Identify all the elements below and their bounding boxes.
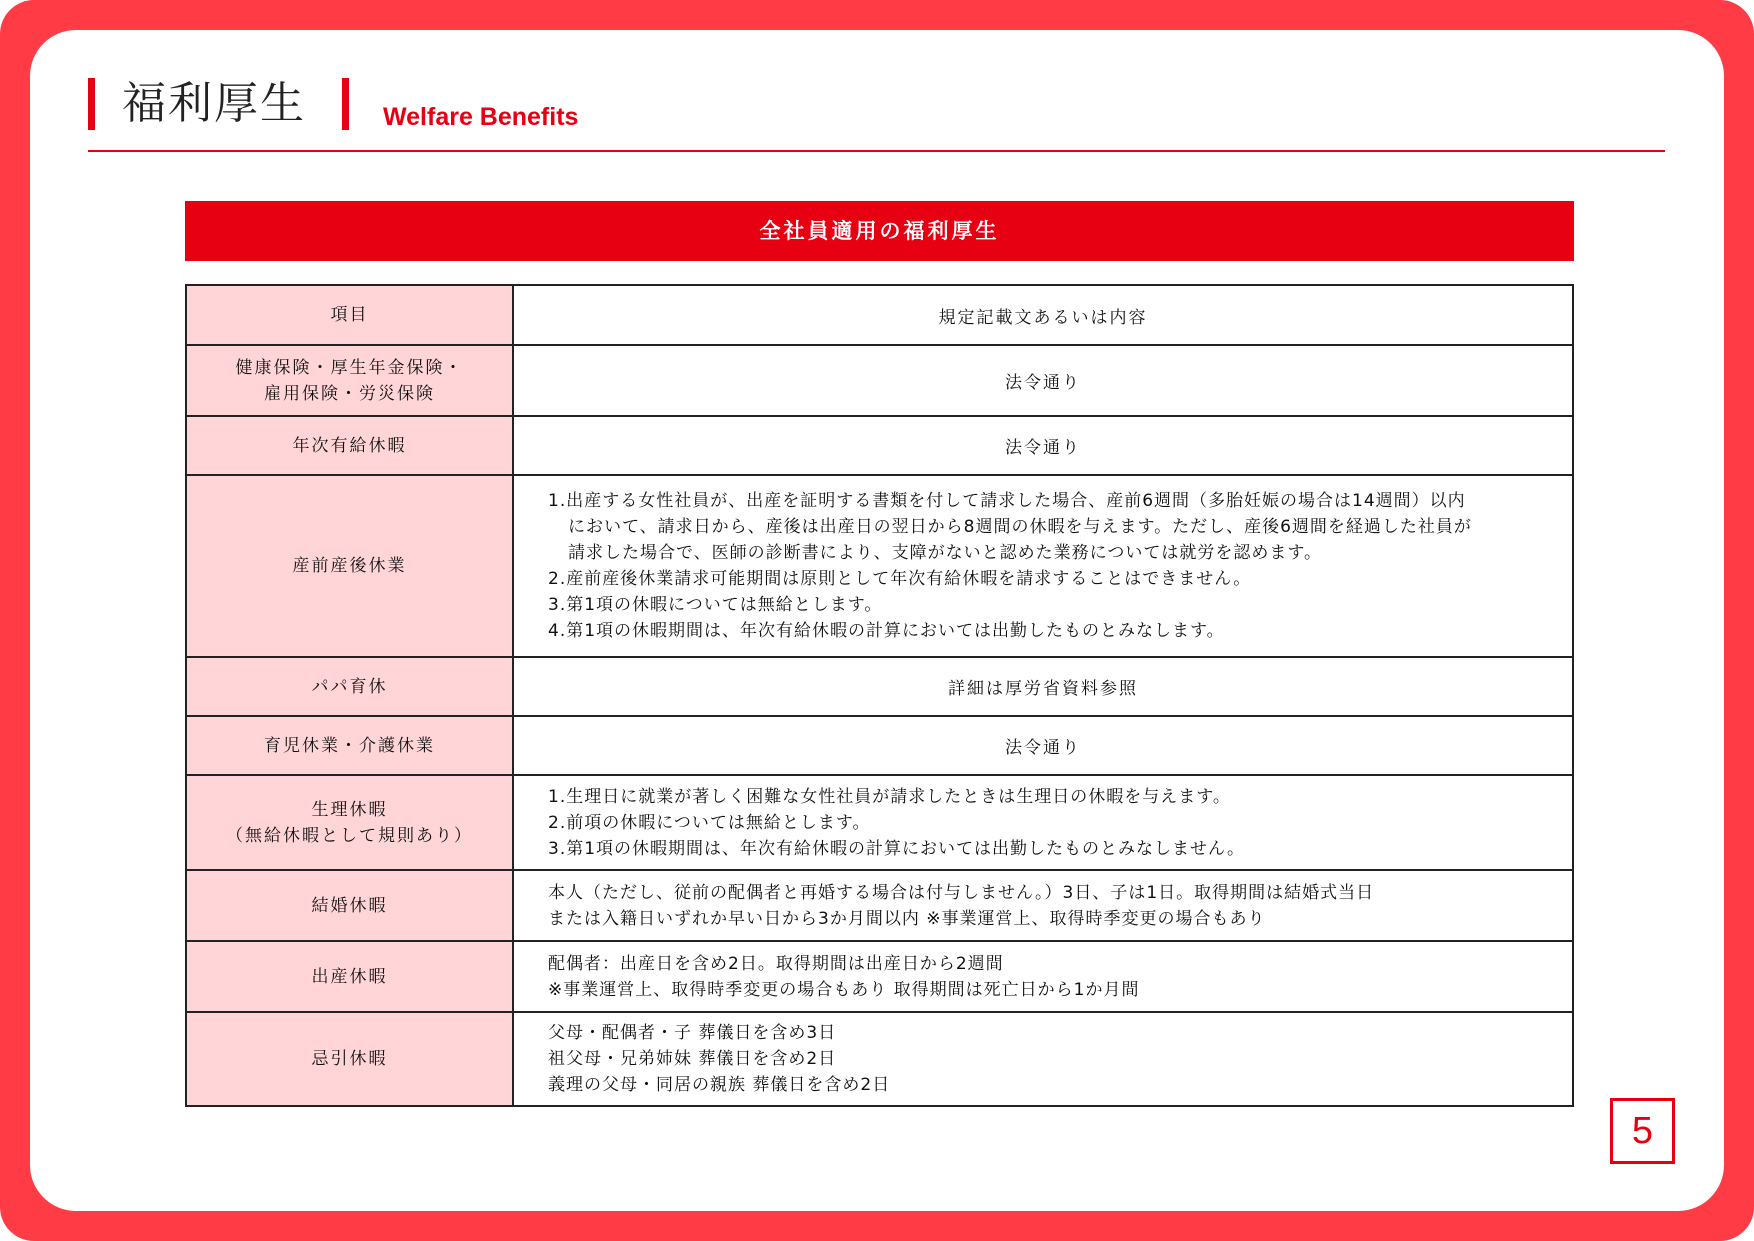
row-content-cell (513, 775, 1573, 870)
row-content-text: 4.第1項の休暇期間は、年次有給休暇の計算においては出勤したものとみなします。 (548, 621, 1225, 641)
row-content-text: ※事業運営上、取得時季変更の場合もあり 取得期間は死亡日から1か月間 (548, 979, 1140, 1000)
table-row (186, 1012, 1573, 1106)
row-content-cell (513, 345, 1573, 416)
row-content-text: 本人（ただし、従前の配偶者と再婚する場合は付与しません。）3日、子は1日。取得期間は結婚式当日 (548, 882, 1375, 903)
row-content-text: 法令通り (1005, 738, 1081, 758)
table-row (186, 345, 1573, 416)
row-item-cell (186, 775, 513, 870)
column-header-item: 項目 (186, 285, 513, 345)
row-content-cell (513, 941, 1573, 1012)
row-content-text: 父母・配偶者・子 葬儀日を含め3日 (548, 1023, 837, 1043)
title-accent-bar-left (88, 78, 95, 130)
row-item-text: 生理休暇 (311, 799, 388, 820)
table-row (186, 941, 1573, 1012)
row-content-text: 請求した場合で、医師の診断書により、支障がないと認めた業務については就労を認めます。 (568, 543, 1322, 563)
page-header (0, 0, 1754, 160)
row-content-text: 3.第1項の休暇については無給とします。 (548, 595, 883, 615)
row-content-text: 3.第1項の休暇期間は、年次有給休暇の計算においては出勤したものとみなしません。 (548, 838, 1246, 859)
table-row (186, 870, 1573, 941)
row-item-cell (186, 345, 513, 416)
table-row (186, 716, 1573, 775)
row-content-text: 祖父母・兄弟姉妹 葬儀日を含め2日 (548, 1049, 837, 1069)
row-content-text: 2.産前産後休業請求可能期間は原則として年次有給休暇を請求することはできません。 (548, 569, 1252, 589)
row-item-text: パパ育休 (311, 676, 388, 697)
row-item-text: 忌引休暇 (311, 1049, 388, 1069)
page-title: 福利厚生 (122, 78, 306, 129)
row-content-text: または入籍日いずれか早い日から3か月間以内 ※事業運営上、取得時季変更の場合もあり (548, 908, 1266, 929)
row-content-cell (513, 716, 1573, 775)
row-item-text: 育児休業・介護休業 (264, 735, 435, 756)
row-content-cell (513, 1012, 1573, 1106)
row-content-text: 詳細は厚労省資料参照 (948, 679, 1138, 699)
section-title-banner: 全社員適用の福利厚生 (185, 201, 1574, 261)
table-row (186, 416, 1573, 475)
page-subtitle-en: Welfare Benefits (383, 103, 579, 131)
row-item-cell (186, 657, 513, 716)
row-content-text: 義理の父母・同居の親族 葬儀日を含め2日 (548, 1075, 891, 1095)
benefits-table (185, 284, 1574, 1107)
row-content-cell (513, 657, 1573, 716)
row-content-text: 2.前項の休暇については無給とします。 (548, 812, 871, 833)
row-content-cell (513, 416, 1573, 475)
row-item-text: 出産休暇 (311, 966, 388, 987)
table-row (186, 657, 1573, 716)
table-row (186, 775, 1573, 870)
row-item-text: 産前産後休業 (292, 556, 407, 576)
row-item-text: 健康保険・厚生年金保険・ (235, 357, 464, 378)
header-divider (88, 150, 1665, 152)
title-accent-bar-right (342, 78, 349, 130)
row-content-text: 法令通り (1005, 438, 1081, 458)
row-content-text: 1.生理日に就業が著しく困難な女性社員が請求したときは生理日の休暇を与えます。 (548, 786, 1231, 807)
row-item-text: 雇用保険・労災保険 (264, 383, 435, 404)
row-item-cell (186, 870, 513, 941)
row-item-cell (186, 416, 513, 475)
column-header-content: 規定記載文あるいは内容 (513, 285, 1573, 345)
row-item-cell (186, 1012, 513, 1106)
row-content-text: 配偶者：出産日を含め2日。取得期間は出産日から2週間 (548, 953, 1004, 974)
table-header-row (186, 285, 1573, 345)
row-content-text: 法令通り (1005, 373, 1081, 393)
row-item-text: 年次有給休暇 (292, 435, 407, 456)
row-content-cell (513, 475, 1573, 657)
row-content-text: 1.出産する女性社員が、出産を証明する書類を付して請求した場合、産前6週間（多胎妊娠の場合は14週間）以内 (548, 491, 1466, 511)
row-item-text: 結婚休暇 (311, 895, 388, 916)
row-item-cell (186, 716, 513, 775)
table-row (186, 475, 1573, 657)
row-item-cell (186, 475, 513, 657)
row-content-text: において、請求日から、産後は出産日の翌日から8週間の休暇を与えます。ただし、産後6週間を経過した社員が (568, 517, 1472, 537)
row-item-text: （無給休暇として規則あり） (226, 825, 473, 846)
row-item-cell (186, 941, 513, 1012)
row-content-cell (513, 870, 1573, 941)
page-number: 5 (1610, 1098, 1675, 1164)
